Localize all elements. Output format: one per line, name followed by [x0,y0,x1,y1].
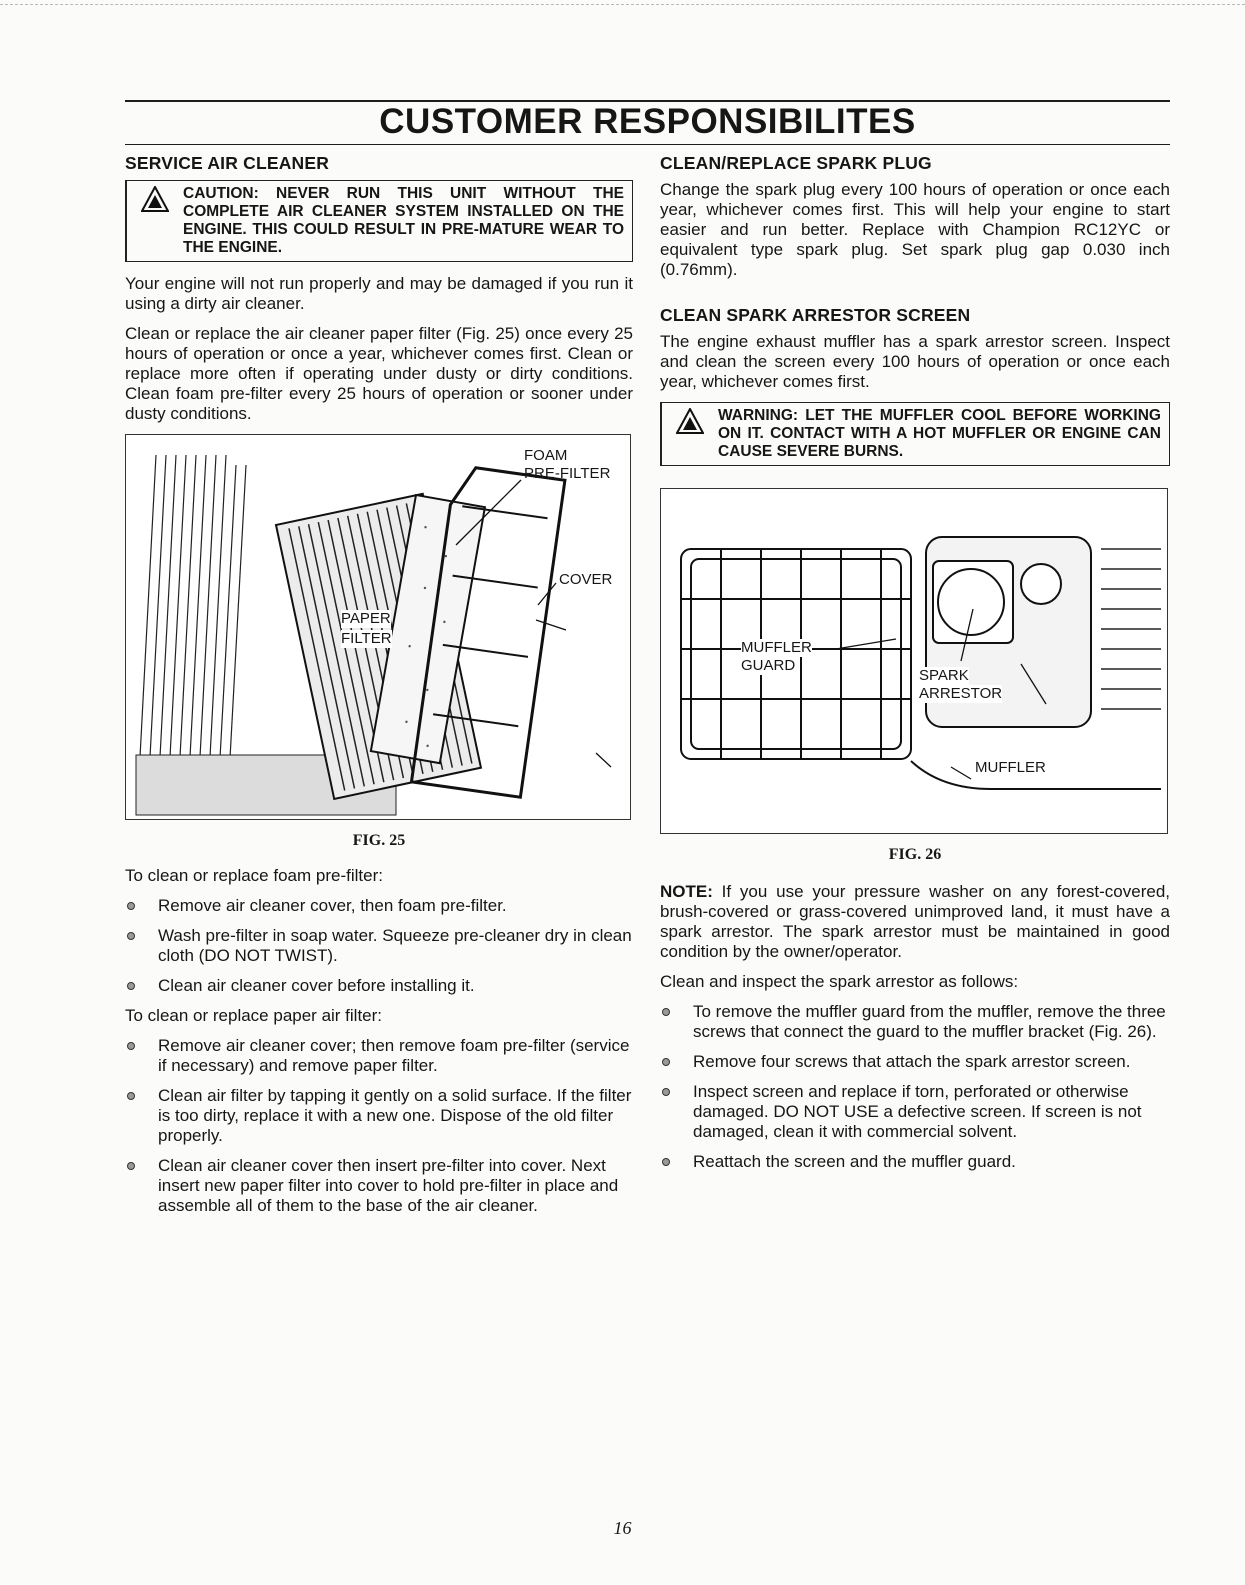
list-item: To remove the muffler guard from the muffler, remove the three screws that connect the guard to the muffler bracket (Fig. 26). [660,1002,1170,1042]
warning-triangle-icon [676,408,704,434]
title-rule-bottom [125,144,1170,145]
cover-callout: COVER [559,571,613,588]
list-item: Clean air filter by tapping it gently on a solid surface. If the filter is too dirty, replace it with a new one. Dispose of the old filter properly. [125,1086,633,1146]
bullet-icon [662,1008,670,1016]
spark-arrestor-callout-2: ARRESTOR [919,685,1003,702]
service-interval-paragraph: Clean or replace the air cleaner paper filter (Fig. 25) once every 25 hours of operation or once a year, whichever comes first. Clean or replace more often if operating under dusty or dirty conditions. Clean foam pre-filter every 25 hours of operation or sooner under dusty conditions. [125,324,633,423]
list-item: Wash pre-filter in soap water. Squeeze pre-cleaner dry in clean cloth (DO NOT TWIST). [125,926,633,966]
bullet-icon [127,1042,135,1050]
fig25-illustration [125,434,631,820]
bullet-icon [662,1088,670,1096]
bullet-icon [127,982,135,990]
warning-triangle-icon [141,186,169,212]
muffler-guard-callout-1: MUFFLER [741,639,812,656]
bullet-icon [127,1092,135,1100]
muffler-guard-callout-2: GUARD [741,657,796,674]
bullet-icon [127,932,135,940]
list-item: Remove air cleaner cover; then remove foam pre-filter (service if necessary) and remove paper filter. [125,1036,633,1076]
list-item: Inspect screen and replace if torn, perforated or otherwise damaged. DO NOT USE a defective screen. If screen is not damaged, clean it with commercial solvent. [660,1082,1170,1142]
list-item: Reattach the screen and the muffler guard. [660,1152,1170,1172]
bullet-icon [127,902,135,910]
paper-filter-intro: To clean or replace paper air filter: [125,1006,383,1025]
arrestor-steps [660,1002,1170,1172]
paper-filter-callout-2: FILTER [341,630,392,647]
foam-prefilter-steps [125,896,633,996]
list-item: Clean air cleaner cover then insert pre-filter into cover. Next insert new paper filter into cover to hold pre-filter in place and assemble all of them to the base of the air cleaner. [125,1156,633,1216]
page-title: CUSTOMER RESPONSIBILITES [379,102,916,141]
caution-text: CAUTION: NEVER RUN THIS UNIT WITHOUT THE COMPLETE AIR CLEANER SYSTEM INSTALLED ON THE ENGINE. THIS COULD RESULT IN PRE-MATURE WEAR TO THE ENGINE. [183,185,624,256]
arrestor-steps-intro: Clean and inspect the spark arrestor as follows: [660,972,1019,991]
warning-box [660,402,1170,466]
muffler-callout: MUFFLER [975,759,1046,776]
fig26-illustration [660,488,1168,834]
foam-prefilter-callout-2: PRE-FILTER [524,465,611,482]
list-item: Remove air cleaner cover, then foam pre-filter. [125,896,633,916]
scan-edge-line [0,4,1245,5]
page-number: 16 [613,1518,632,1538]
list-item: Clean air cleaner cover before installing it. [125,976,633,996]
bullet-icon [127,1162,135,1170]
service-air-cleaner-heading: SERVICE AIR CLEANER [125,153,330,173]
paper-filter-callout-1: PAPER [341,610,391,627]
fig26-caption: FIG. 26 [888,846,942,863]
spark-arrestor-callout-1: SPARK [919,667,969,684]
caution-box [125,180,633,262]
spark-arrestor-heading: CLEAN SPARK ARRESTOR SCREEN [660,305,971,325]
bullet-icon [662,1158,670,1166]
right-column [660,152,1170,1182]
bullet-icon [662,1058,670,1066]
spark-arrestor-paragraph: The engine exhaust muffler has a spark arrestor screen. Inspect and clean the screen every 100 hours of operation or once each year, whichever comes first. [660,332,1170,391]
note-text: If you use your pressure washer on any forest-covered, brush-covered or grass-covered unimproved land, it must have a spark arrestor. The spark arrestor must be maintained in good condition by the owner/operator. [660,882,1170,961]
fig25-caption: FIG. 25 [352,832,406,849]
spark-plug-heading: CLEAN/REPLACE SPARK PLUG [660,153,932,173]
list-item: Remove four screws that attach the spark arrestor screen. [660,1052,1170,1072]
foam-prefilter-intro: To clean or replace foam pre-filter: [125,866,383,885]
warning-text: WARNING: LET THE MUFFLER COOL BEFORE WORKING ON IT. CONTACT WITH A HOT MUFFLER OR ENGINE CAN CAUSE SEVERE BURNS. [718,407,1161,460]
muffler-drawing [661,489,1167,833]
note-paragraph [660,882,1170,962]
dirty-cleaner-paragraph: Your engine will not run properly and may be damaged if you run it using a dirty air cleaner. [125,274,633,313]
paper-filter-steps [125,1036,633,1216]
spark-plug-paragraph: Change the spark plug every 100 hours of operation or once each year, whichever comes first. This will help your engine to start easier and run better. Replace with Champion RC12YC or equivalent type spark plug. Set spark plug gap 0.030 inch (0.76mm). [660,180,1170,279]
foam-prefilter-callout-1: FOAM [524,447,568,464]
note-label: NOTE: [660,882,713,901]
left-column [125,152,633,1226]
